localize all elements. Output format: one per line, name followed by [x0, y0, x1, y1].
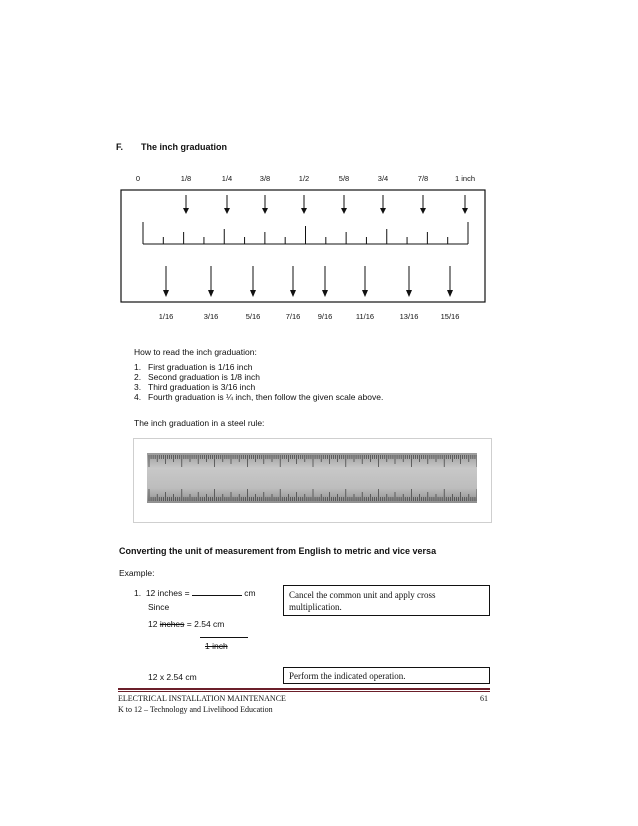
example-number: 1.: [134, 588, 142, 598]
step-item: [134, 392, 383, 402]
footer-rule-thick: [118, 688, 490, 690]
line2-number: 12: [148, 619, 158, 629]
ruler-diagram: [0, 0, 638, 330]
example-line-1: [134, 587, 256, 598]
steel-rule-image: [147, 453, 477, 503]
ruler-svg: [0, 0, 638, 330]
bottom-label: 1/16: [158, 312, 174, 321]
top-label: 0: [135, 174, 141, 183]
top-label: 5/8: [338, 174, 350, 183]
bottom-label: 9/16: [317, 312, 333, 321]
step-text: Third graduation is 3/16 inch: [148, 382, 256, 392]
step-item: [134, 382, 383, 392]
top-arrow-head: [224, 208, 230, 214]
top-arrow-head: [262, 208, 268, 214]
step-item: [134, 362, 383, 372]
line2-equals: = 2.54 cm: [186, 619, 225, 629]
steel-rule-photo-frame: [133, 438, 492, 523]
steps-list: [134, 362, 383, 402]
example-line-3: 12 x 2.54 cm: [148, 672, 197, 682]
line2-strike-unit: inches: [159, 619, 185, 629]
answer-blank: [192, 587, 242, 596]
footer-line-1: ELECTRICAL INSTALLATION MAINTENANCE: [118, 694, 286, 703]
bottom-label: 7/16: [285, 312, 301, 321]
bottom-arrow-head: [290, 290, 296, 297]
step-number: 1.: [134, 362, 142, 372]
example-line-2: [148, 619, 224, 629]
note-box-cancel: Cancel the common unit and apply cross multiplication.: [283, 585, 490, 616]
fraction-bar: [200, 637, 248, 638]
example-inches: 12 inches =: [145, 588, 190, 598]
step-item: [134, 372, 383, 382]
bottom-arrow-head: [208, 290, 214, 297]
step-text: Second graduation is 1/8 inch: [148, 372, 260, 382]
footer-rule-thin: [118, 691, 490, 692]
top-arrow-head: [420, 208, 426, 214]
bottom-label: 5/16: [245, 312, 261, 321]
top-arrow-head: [341, 208, 347, 214]
top-label: 3/8: [259, 174, 271, 183]
section-title: The inch graduation: [141, 142, 228, 152]
bottom-label: 15/16: [440, 312, 460, 321]
top-label: 1/8: [180, 174, 192, 183]
page-number: 61: [480, 694, 488, 703]
ruler-frame: [121, 190, 485, 302]
top-label: 1/2: [298, 174, 310, 183]
section-letter: F.: [116, 142, 124, 152]
step-number: 4.: [134, 392, 142, 402]
top-arrow-head: [183, 208, 189, 214]
steel-rule-marks: [147, 453, 477, 503]
bottom-arrow-head: [250, 290, 256, 297]
step-number: 3.: [134, 382, 142, 392]
step-text: First graduation is 1/16 inch: [148, 362, 253, 372]
bottom-arrow-head: [322, 290, 328, 297]
converting-title: Converting the unit of measurement from English to metric and vice versa: [119, 546, 437, 556]
read-title: How to read the inch graduation:: [134, 347, 257, 357]
top-arrow-head: [462, 208, 468, 214]
step-number: 2.: [134, 372, 142, 382]
example-label: Example:: [119, 568, 155, 578]
bottom-label: 13/16: [399, 312, 419, 321]
top-arrow-head: [380, 208, 386, 214]
step-text: Fourth graduation is ¼ inch, then follow the given scale above.: [148, 392, 384, 402]
bottom-arrow-head: [163, 290, 169, 297]
top-label: 1 inch: [454, 174, 476, 183]
footer-line-2: K to 12 – Technology and Livelihood Education: [118, 705, 273, 714]
top-label: 7/8: [417, 174, 429, 183]
bottom-label: 11/16: [355, 312, 375, 321]
since-label: Since: [148, 602, 170, 612]
bottom-arrow-head: [406, 290, 412, 297]
note-box-perform: Perform the indicated operation.: [283, 667, 490, 684]
bottom-arrow-head: [362, 290, 368, 297]
top-label: 1/4: [221, 174, 233, 183]
fraction-denominator: 1 inch: [205, 641, 228, 651]
top-label: 3/4: [377, 174, 389, 183]
bottom-arrow-head: [447, 290, 453, 297]
example-cm: cm: [244, 588, 256, 598]
top-arrow-head: [301, 208, 307, 214]
bottom-label: 3/16: [203, 312, 219, 321]
steel-rule-caption: The inch graduation in a steel rule:: [134, 418, 265, 428]
